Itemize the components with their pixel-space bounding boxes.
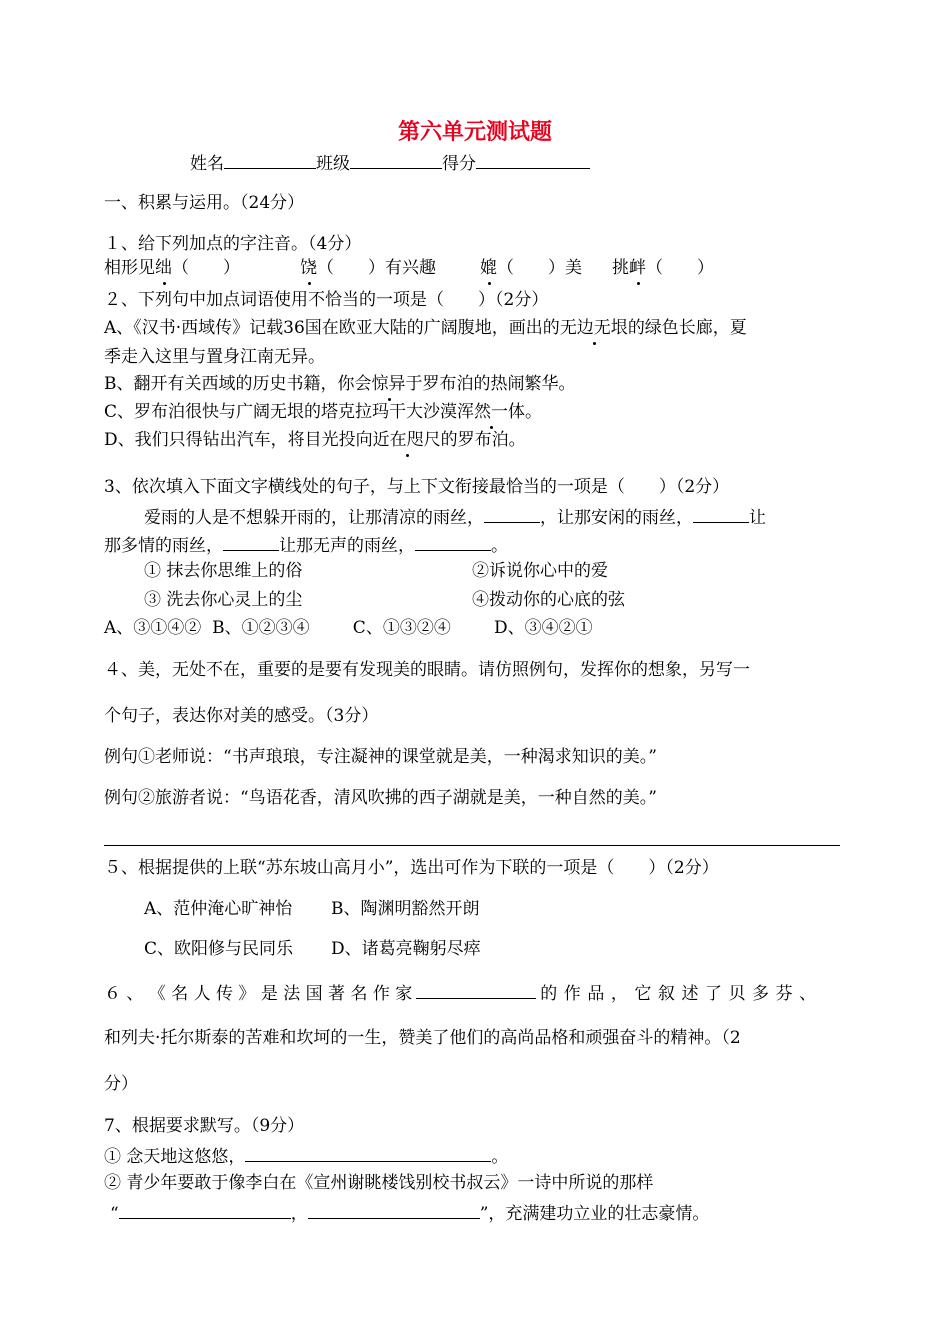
q6-text-post bbox=[540, 983, 816, 1005]
q3-blank-2[interactable] bbox=[693, 504, 749, 523]
q3-blank-3[interactable] bbox=[223, 532, 279, 551]
q2-option-a-tail: 的绿色长廊，夏 bbox=[627, 318, 747, 338]
q7-item-3 bbox=[110, 1200, 709, 1225]
q7-item-2: ② 青少年要敢于像李白在《宣州谢眺楼饯别校书叔云》一诗中所说的那样 bbox=[104, 1173, 654, 1193]
q3-option-3: ③ 洗去你心灵上的尘 bbox=[144, 590, 303, 610]
q6-post-char: 的 bbox=[540, 984, 558, 1004]
q6-post-char: 贝 bbox=[728, 984, 746, 1004]
q2-option-c bbox=[104, 401, 542, 423]
q2-option-d-text: D、我们只得钻出汽车，将目光投向 bbox=[104, 430, 373, 450]
q2-option-b-text: B、翻开有关西域的历史书籍，你会 bbox=[104, 374, 372, 394]
q3-blank-1[interactable] bbox=[484, 504, 540, 523]
q1-answer-paren-4[interactable]: （ ） bbox=[646, 258, 714, 278]
question-1-items bbox=[104, 257, 714, 279]
q2-option-a-cont: 季走入这里与置身江南无异。 bbox=[104, 347, 325, 367]
q3-passage-2a: 那多情的雨丝， bbox=[104, 536, 223, 556]
question-4-stem: ４、美，无处不在，重要的是要有发现美的眼睛。请仿照例句，发挥你的想象，另写一 bbox=[104, 660, 750, 680]
q2-option-c-tail: 。 bbox=[525, 402, 543, 422]
q4-answer-line[interactable] bbox=[104, 845, 840, 846]
q7-item-1-tail: 。 bbox=[491, 1147, 509, 1167]
question-6-line-1 bbox=[104, 980, 816, 1005]
q3-passage-1b: ，让那安闲的雨丝， bbox=[540, 508, 693, 528]
q2-option-d bbox=[104, 429, 526, 451]
score-label: 得分 bbox=[442, 154, 476, 174]
q2-option-d-dotted: 近在咫尺 bbox=[372, 430, 441, 450]
question-6-line-2: 和列夫·托尔斯泰的苦难和坎坷的一生，赞美了他们的高尚品格和顽强奋斗的精神。（2 bbox=[104, 1028, 741, 1048]
question-4-stem-cont: 个句子，表达你对美的感受。（3分） bbox=[104, 706, 379, 726]
q1-dotted-char-4: 衅 bbox=[629, 258, 646, 278]
q2-option-b-tail: 于罗布泊的热闹繁华。 bbox=[405, 374, 576, 394]
q7-blank-2[interactable] bbox=[119, 1200, 291, 1219]
name-label: 姓名 bbox=[190, 154, 224, 174]
q7-open-quote: “ bbox=[110, 1204, 119, 1224]
q6-post-char: 芬 bbox=[775, 984, 793, 1004]
question-7-stem: 7、根据要求默写。（9分） bbox=[104, 1116, 305, 1136]
q1-answer-paren-1[interactable]: （ ） bbox=[172, 258, 240, 278]
q3-choices: A、③①④② B、①②③④ C、①③②④ D、③④②① bbox=[104, 618, 593, 638]
q4-example-2: 例句②旅游者说：“鸟语花香，清风吹拂的西子湖就是美，一种自然的美。” bbox=[104, 788, 657, 808]
q6-post-char: 它 bbox=[634, 984, 652, 1004]
q7-item-1-text: ① 念天地这悠悠， bbox=[104, 1147, 246, 1167]
q1-word-1-text: 相形见 bbox=[104, 258, 155, 278]
class-blank[interactable] bbox=[350, 150, 442, 169]
q2-option-a-dotted: 无边无垠 bbox=[559, 318, 628, 338]
q3-passage-1c: 让 bbox=[749, 508, 766, 528]
q5-option-d: D、诸葛亮鞠躬尽瘁 bbox=[331, 939, 481, 959]
q2-option-b-dotted: 惊异 bbox=[371, 374, 406, 394]
q7-comma: ， bbox=[290, 1204, 308, 1224]
q2-option-a-text: A、《汉书·西域传》记载36国在欧亚大陆的广阔腹地，画出的 bbox=[104, 318, 560, 338]
q3-blank-4[interactable] bbox=[415, 532, 491, 551]
section-heading: 一、积累与运用。（24分） bbox=[104, 193, 305, 213]
q2-option-d-tail: 的罗布泊。 bbox=[440, 430, 526, 450]
question-6-line-3: 分） bbox=[104, 1074, 138, 1094]
q2-option-c-dotted: 浑然一体 bbox=[457, 402, 526, 422]
q3-passage-line-2 bbox=[104, 532, 508, 557]
question-1-stem: １、给下列加点的字注音。（4分） bbox=[104, 234, 362, 254]
q2-option-b bbox=[104, 373, 576, 395]
score-blank[interactable] bbox=[476, 150, 590, 169]
q6-post-char: 叙 bbox=[657, 984, 675, 1004]
name-blank[interactable] bbox=[224, 150, 316, 169]
q4-example-1: 例句①老师说：“书声琅琅，专注凝神的课堂就是美，一种渴求知识的美。” bbox=[104, 747, 657, 767]
q1-dotted-char-1: 绌 bbox=[155, 258, 172, 278]
q3-passage-1a: 爱雨的人是不想躲开雨的，让那清凉的雨丝， bbox=[144, 508, 484, 528]
q6-post-char: 作 bbox=[563, 984, 581, 1004]
question-2-stem: ２、下列句中加点词语使用不恰当的一项是（ ）（2分） bbox=[104, 290, 549, 310]
q6-post-char: ， bbox=[610, 984, 628, 1004]
q2-option-c-text: C、罗布泊很快与广阔无垠的塔克拉玛干大沙漠 bbox=[104, 402, 458, 422]
q1-dotted-char-3: 媲 bbox=[480, 258, 497, 278]
q3-option-4: ④拨动你的心底的弦 bbox=[472, 590, 625, 610]
q6-author-blank[interactable] bbox=[416, 980, 536, 999]
q1-word-4-text: 挑 bbox=[612, 258, 629, 278]
q5-option-a: A、范仲淹心旷神怡 bbox=[144, 899, 293, 919]
question-5-stem: ５、根据提供的上联“苏东坡山高月小”，选出可作为下联的一项是（ ）（2分） bbox=[104, 858, 719, 878]
q7-item-1 bbox=[104, 1143, 508, 1168]
q3-option-2: ②诉说你心中的爱 bbox=[472, 561, 608, 581]
q6-post-char: 述 bbox=[681, 984, 699, 1004]
q3-option-1: ① 抹去你思维上的俗 bbox=[144, 561, 303, 581]
q3-passage-2c: 。 bbox=[491, 536, 508, 556]
q5-option-c: C、欧阳修与民同乐 bbox=[144, 939, 294, 959]
class-label: 班级 bbox=[316, 154, 350, 174]
q1-dotted-char-2: 饶 bbox=[300, 258, 317, 278]
q6-post-char: 、 bbox=[799, 984, 817, 1004]
page-title: 第六单元测试题 bbox=[397, 120, 552, 145]
q6-post-char: 品 bbox=[587, 984, 605, 1004]
q6-text-pre: ６ 、 《 名 人 传 》 是 法 国 著 名 作 家 bbox=[104, 984, 413, 1004]
q5-option-b: B、陶渊明豁然开朗 bbox=[331, 899, 480, 919]
q1-answer-paren-3[interactable]: （ ）美 bbox=[497, 258, 582, 278]
student-info-row bbox=[190, 150, 590, 175]
question-3-stem: 3、依次填入下面文字横线处的句子，与上下文衔接最恰当的一项是（ ）（2分） bbox=[104, 477, 730, 497]
q7-item-3-tail: ”，充满建功立业的壮志豪情。 bbox=[479, 1204, 710, 1224]
q3-passage-line-1 bbox=[144, 504, 766, 529]
q7-blank-1[interactable] bbox=[245, 1143, 491, 1162]
q2-option-a bbox=[104, 317, 747, 339]
q6-post-char: 了 bbox=[704, 984, 722, 1004]
q7-blank-3[interactable] bbox=[308, 1200, 480, 1219]
q1-answer-paren-2[interactable]: （ ）有兴趣 bbox=[317, 258, 436, 278]
q6-post-char: 多 bbox=[752, 984, 770, 1004]
q3-passage-2b: 让那无声的雨丝， bbox=[279, 536, 415, 556]
